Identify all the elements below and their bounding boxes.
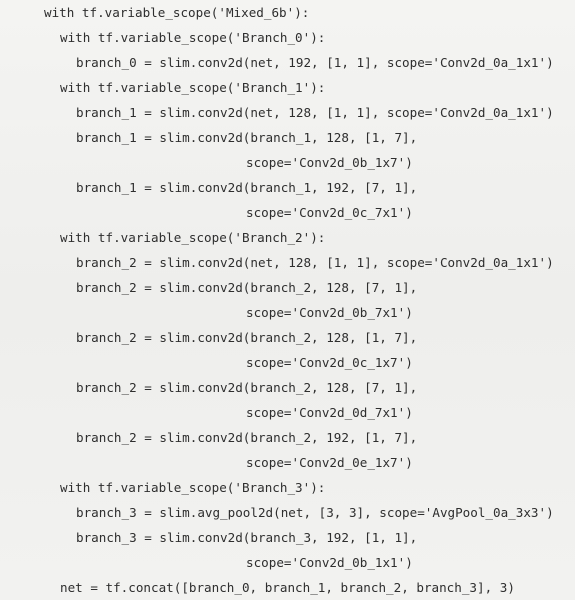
code-line: with tf.variable_scope('Mixed_6b'):: [44, 5, 310, 20]
code-line: branch_0 = slim.conv2d(net, 192, [1, 1], scope='Conv2d_0a_1x1'): [76, 55, 554, 70]
code-line: scope='Conv2d_0e_1x7'): [246, 455, 413, 470]
code-line: with tf.variable_scope('Branch_0'):: [60, 30, 326, 45]
code-line: branch_1 = slim.conv2d(net, 128, [1, 1], scope='Conv2d_0a_1x1'): [76, 105, 554, 120]
code-line: with tf.variable_scope('Branch_1'):: [60, 80, 326, 95]
code-line: branch_1 = slim.conv2d(branch_1, 128, [1, 7],: [76, 130, 418, 145]
code-line: branch_2 = slim.conv2d(branch_2, 192, [1, 7],: [76, 430, 418, 445]
code-line: branch_3 = slim.avg_pool2d(net, [3, 3], scope='AvgPool_0a_3x3'): [76, 505, 554, 520]
code-line: branch_3 = slim.conv2d(branch_3, 192, [1, 1],: [76, 530, 418, 545]
code-line: scope='Conv2d_0b_7x1'): [246, 305, 413, 320]
code-line: with tf.variable_scope('Branch_3'):: [60, 480, 326, 495]
code-line: branch_1 = slim.conv2d(branch_1, 192, [7, 1],: [76, 180, 418, 195]
code-line: branch_2 = slim.conv2d(branch_2, 128, [1, 7],: [76, 330, 418, 345]
code-line: scope='Conv2d_0c_7x1'): [246, 205, 413, 220]
code-line: scope='Conv2d_0c_1x7'): [246, 355, 413, 370]
code-line: scope='Conv2d_0b_1x1'): [246, 555, 413, 570]
code-line: scope='Conv2d_0b_1x7'): [246, 155, 413, 170]
code-line: branch_2 = slim.conv2d(net, 128, [1, 1], scope='Conv2d_0a_1x1'): [76, 255, 554, 270]
code-line: branch_2 = slim.conv2d(branch_2, 128, [7, 1],: [76, 280, 418, 295]
code-line: branch_2 = slim.conv2d(branch_2, 128, [7, 1],: [76, 380, 418, 395]
code-line: scope='Conv2d_0d_7x1'): [246, 405, 413, 420]
code-line: with tf.variable_scope('Branch_2'):: [60, 230, 326, 245]
code-line: net = tf.concat([branch_0, branch_1, branch_2, branch_3], 3): [60, 580, 515, 595]
